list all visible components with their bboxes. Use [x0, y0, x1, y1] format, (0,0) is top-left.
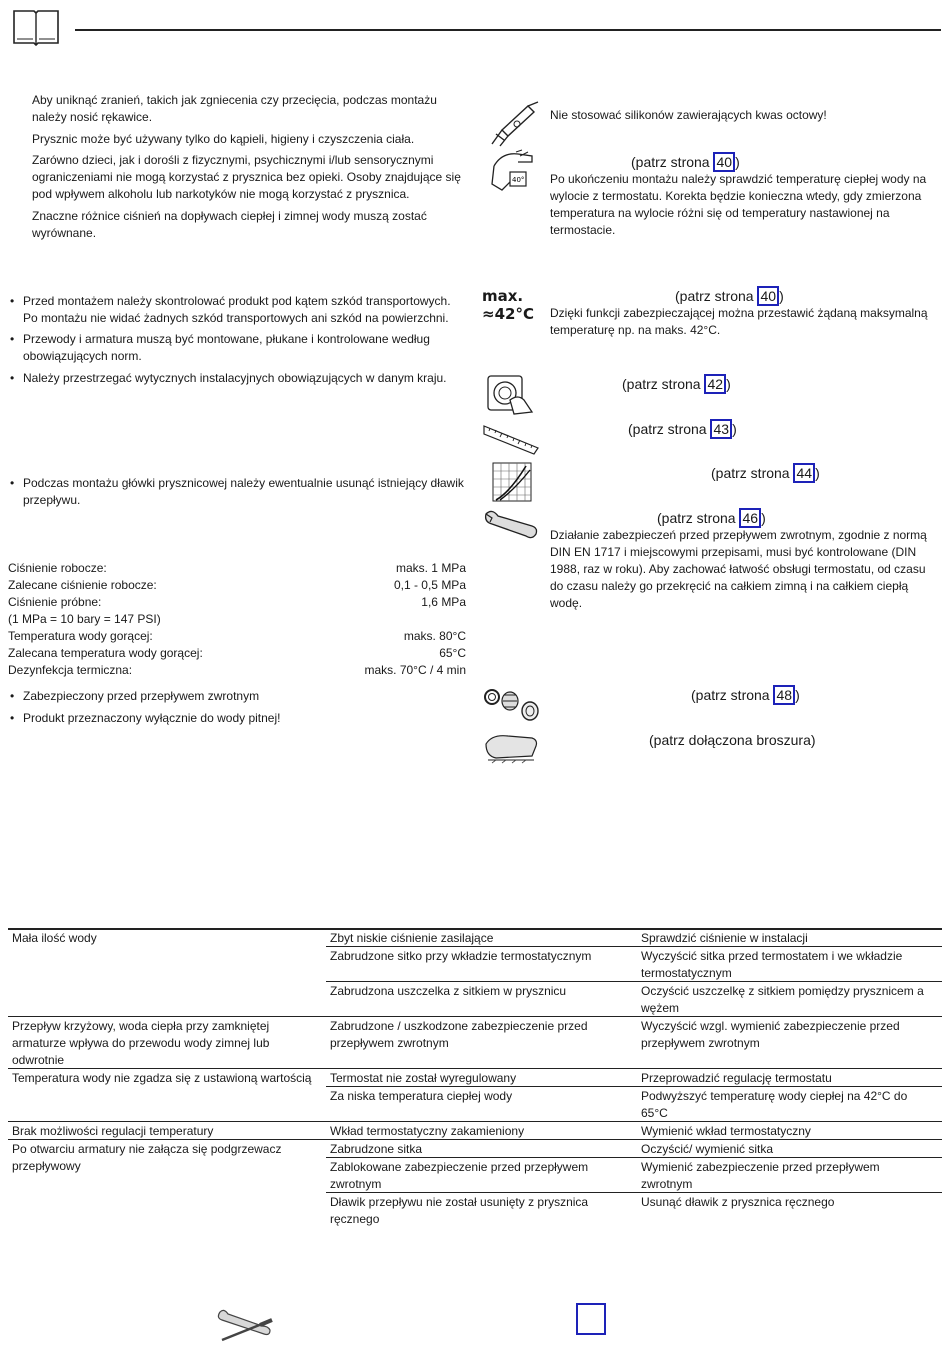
- cleaning-hand-icon: [482, 730, 542, 766]
- spec-label: Dezynfekcja termiczna:: [8, 663, 133, 677]
- cause-cell: Zabrudzone sitka: [330, 1142, 423, 1156]
- cause-cell: Za niska temperatura ciepłej wody: [330, 1089, 513, 1103]
- install-bullet-flow-limiter: • Podczas montażu główki prysznicowej należy ewentualnie usunąć istniejący dławik przepływu.: [10, 475, 468, 509]
- spec-row-recommended-pressure: [8, 577, 466, 594]
- spec-label: Ciśnienie próbne:: [8, 595, 102, 609]
- page-ref-48[interactable]: (patrz strona 48 ): [691, 687, 800, 703]
- spec-row-working-pressure: [8, 560, 466, 577]
- page-number-link[interactable]: 40: [757, 286, 779, 306]
- safety-text-gloves: Aby uniknąć zranień, takich jak zgniecenia czy przecięcia, podczas montażu należy nosić rękawice.: [32, 93, 437, 124]
- page-ref-44[interactable]: (patrz strona 44 ): [711, 465, 820, 481]
- spec-bullet-drinking-water: • Produkt przeznaczony wyłącznie do wody pitnej!: [10, 710, 468, 727]
- page-number-link[interactable]: 48: [773, 685, 795, 705]
- spec-label: Ciśnienie robocze:: [8, 561, 107, 575]
- fault-cell: Mała ilość wody: [12, 931, 97, 945]
- cause-cell: Zablokowane zabezpieczenie przed przepływem zwrotnym: [330, 1160, 589, 1191]
- spec-value: 0,1 - 0,5 MPa: [393, 578, 466, 592]
- spec-row-recommended-hot-water: [8, 645, 466, 662]
- install-bullet-inspect: • Przed montażem należy skontrolować produkt pod kątem szkód transportowych. Po montażu nie widać żadnych szkód transportowych ani szkód na powierzchni.: [10, 293, 468, 327]
- spec-value: 1,6 MPa: [421, 595, 466, 609]
- silicone-gun-icon: [486, 100, 542, 148]
- page-ref-40b[interactable]: (patrz strona 40 ): [675, 288, 784, 304]
- spec-label: (1 MPa = 10 bary = 147 PSI): [8, 612, 161, 626]
- temperature-dial-icon: [484, 372, 536, 416]
- cause-cell: Wkład termostatyczny zakamieniony: [330, 1124, 525, 1138]
- safety-text-usage: Prysznic może być używany tylko do kąpieli, higieny i czyszczenia ciała.: [32, 132, 415, 146]
- install-bullet-guidelines: • Należy przestrzegać wytycznych instalacyjnych obowiązujących w danym kraju.: [10, 370, 468, 387]
- ruler-icon: [482, 420, 540, 456]
- remedy-cell: Wyczyścić wzgl. wymienić zabezpieczenie przed przepływem zwrotnym: [641, 1019, 900, 1050]
- page-ref-46[interactable]: (patrz strona 46 ): [657, 510, 766, 526]
- page-number-link[interactable]: 46: [739, 508, 761, 528]
- fault-cell: Po otwarciu armatury nie załącza się podgrzewacz przepływowy: [12, 1142, 282, 1173]
- cause-cell: Zabrudzone sitko przy wkładzie termostatycznym: [330, 949, 592, 963]
- page-number-link[interactable]: 42: [704, 374, 726, 394]
- remedy-cell: Sprawdzić ciśnienie w instalacji: [641, 931, 808, 945]
- temperature-check-text: Po ukończeniu montażu należy sprawdzić temperaturę ciepłej wody na wylocie z termostatu. Korekta będzie konieczna wtedy, gdy zmierzona temperatura na wylocie różni się od temperatury nastawionej na termostacie.: [550, 172, 927, 237]
- temperature-limit-text: Dzięki funkcji zabezpieczającej można przestawić żądaną maksymalną temperaturę np. na maks. 42°C.: [550, 306, 928, 337]
- spec-value: maks. 80°C: [403, 629, 466, 643]
- service-text: Działanie zabezpieczeń przed przepływem zwrotnym, zgodnie z normą DIN EN 1717 i miejscowymi przepisami, musi być kontrolowane (DIN 1988, raz w roku). Aby zachować łatwość obsługi termostatu, od czasu do czasu należy go przekręcić na całkiem zimną i na całkiem ciepłą wodę.: [550, 528, 927, 610]
- spec-bullet-backflow: • Zabezpieczony przed przepływem zwrotnym: [10, 688, 468, 705]
- safety-text-supervision: Zarówno dzieci, jak i dorośli z fizycznymi, psychicznymi i/lub sensorycznymi ograniczeniami nie mogą korzystać z prysznica bez opieki. Osoby znajdujące się pod wpływem alkoholu lub narkotyków nie mogą korzystać z prysznica.: [32, 153, 461, 201]
- remedy-cell: Oczyścić/ wymienić sitka: [641, 1142, 774, 1156]
- page-ref-42[interactable]: (patrz strona 42 ): [622, 376, 731, 392]
- cause-cell: Dławik przepływu nie został usunięty z prysznica ręcznego: [330, 1195, 589, 1226]
- fault-cell: Brak możliwości regulacji temperatury: [12, 1124, 214, 1138]
- cause-cell: Zabrudzone / uszkodzone zabezpieczenie przed przepływem zwrotnym: [330, 1019, 588, 1050]
- max-temp-value: ≈42°C: [482, 305, 534, 323]
- spec-value: 65°C: [439, 646, 466, 660]
- spec-label: Zalecane ciśnienie robocze:: [8, 578, 157, 592]
- install-bullet-norms: • Przewody i armatura muszą być montowane, płukane i kontrolowane według obowiązujących norm.: [10, 331, 468, 365]
- open-book-icon: [11, 7, 61, 47]
- spec-row-disinfection: [8, 662, 466, 679]
- spec-row-hot-water: [8, 628, 466, 645]
- wrench-icon: [482, 508, 542, 542]
- cause-cell: Termostat nie został wyregulowany: [330, 1071, 517, 1085]
- silicone-warning: Nie stosować silikonów zawierających kwas octowy!: [550, 108, 827, 122]
- page-number-link[interactable]: 44: [793, 463, 815, 483]
- page-ref-40a[interactable]: (patrz strona 40 ): [631, 154, 740, 170]
- header-rule: [75, 29, 941, 31]
- page-number-box: [576, 1303, 606, 1335]
- page-ref-43[interactable]: (patrz strona 43 ): [628, 421, 737, 437]
- cause-cell: Zabrudzona uszczelka z sitkiem w prysznicu: [330, 984, 567, 998]
- cause-cell: Zbyt niskie ciśnienie zasilające: [330, 931, 494, 945]
- max-temp-symbol: [482, 288, 542, 323]
- remedy-cell: Wymienić wkład termostatyczny: [641, 1124, 811, 1138]
- spare-parts-icon: [482, 685, 542, 723]
- remedy-cell: Przeprowadzić regulację termostatu: [641, 1071, 832, 1085]
- svg-text:40°: 40°: [512, 176, 525, 184]
- thermometer-hand-icon: [488, 148, 538, 194]
- spec-value: maks. 70°C / 4 min: [364, 663, 466, 677]
- spec-row-conversion: [8, 611, 466, 628]
- max-label: max.: [482, 287, 524, 305]
- spec-label: Temperatura wody gorącej:: [8, 629, 153, 643]
- remedy-cell: Wymienić zabezpieczenie przed przepływem zwrotnym: [641, 1160, 880, 1191]
- page-number-link[interactable]: 40: [713, 152, 735, 172]
- remedy-cell: Wyczyścić sitka przed termostatem i we wkładzie termostatycznym: [641, 949, 903, 980]
- safety-text-pressure: Znaczne różnice ciśnień na dopływach ciepłej i zimnej wody muszą zostać wyrównane.: [32, 209, 427, 240]
- remedy-cell: Podwyższyć temperaturę wody ciepłej na 42°C do 65°C: [641, 1089, 908, 1120]
- graph-diagram-icon: [492, 462, 532, 504]
- spec-row-test-pressure: [8, 594, 466, 611]
- spec-value: maks. 1 MPa: [395, 561, 466, 575]
- brochure-ref: (patrz dołączona broszura): [649, 732, 816, 748]
- fault-cell: Przepływ krzyżowy, woda ciepła przy zamkniętej armaturze wpływa do przewodu wody zimnej lub odwrotnie: [12, 1019, 270, 1067]
- tools-icon: [214, 1306, 276, 1346]
- spec-label: Zalecana temperatura wody gorącej:: [8, 646, 203, 660]
- page-number-link[interactable]: 43: [710, 419, 732, 439]
- fault-cell: Temperatura wody nie zgadza się z ustawioną wartością: [12, 1071, 312, 1085]
- remedy-cell: Oczyścić uszczelkę z sitkiem pomiędzy prysznicem a wężem: [641, 984, 924, 1015]
- remedy-cell: Usunąć dławik z prysznica ręcznego: [641, 1195, 835, 1209]
